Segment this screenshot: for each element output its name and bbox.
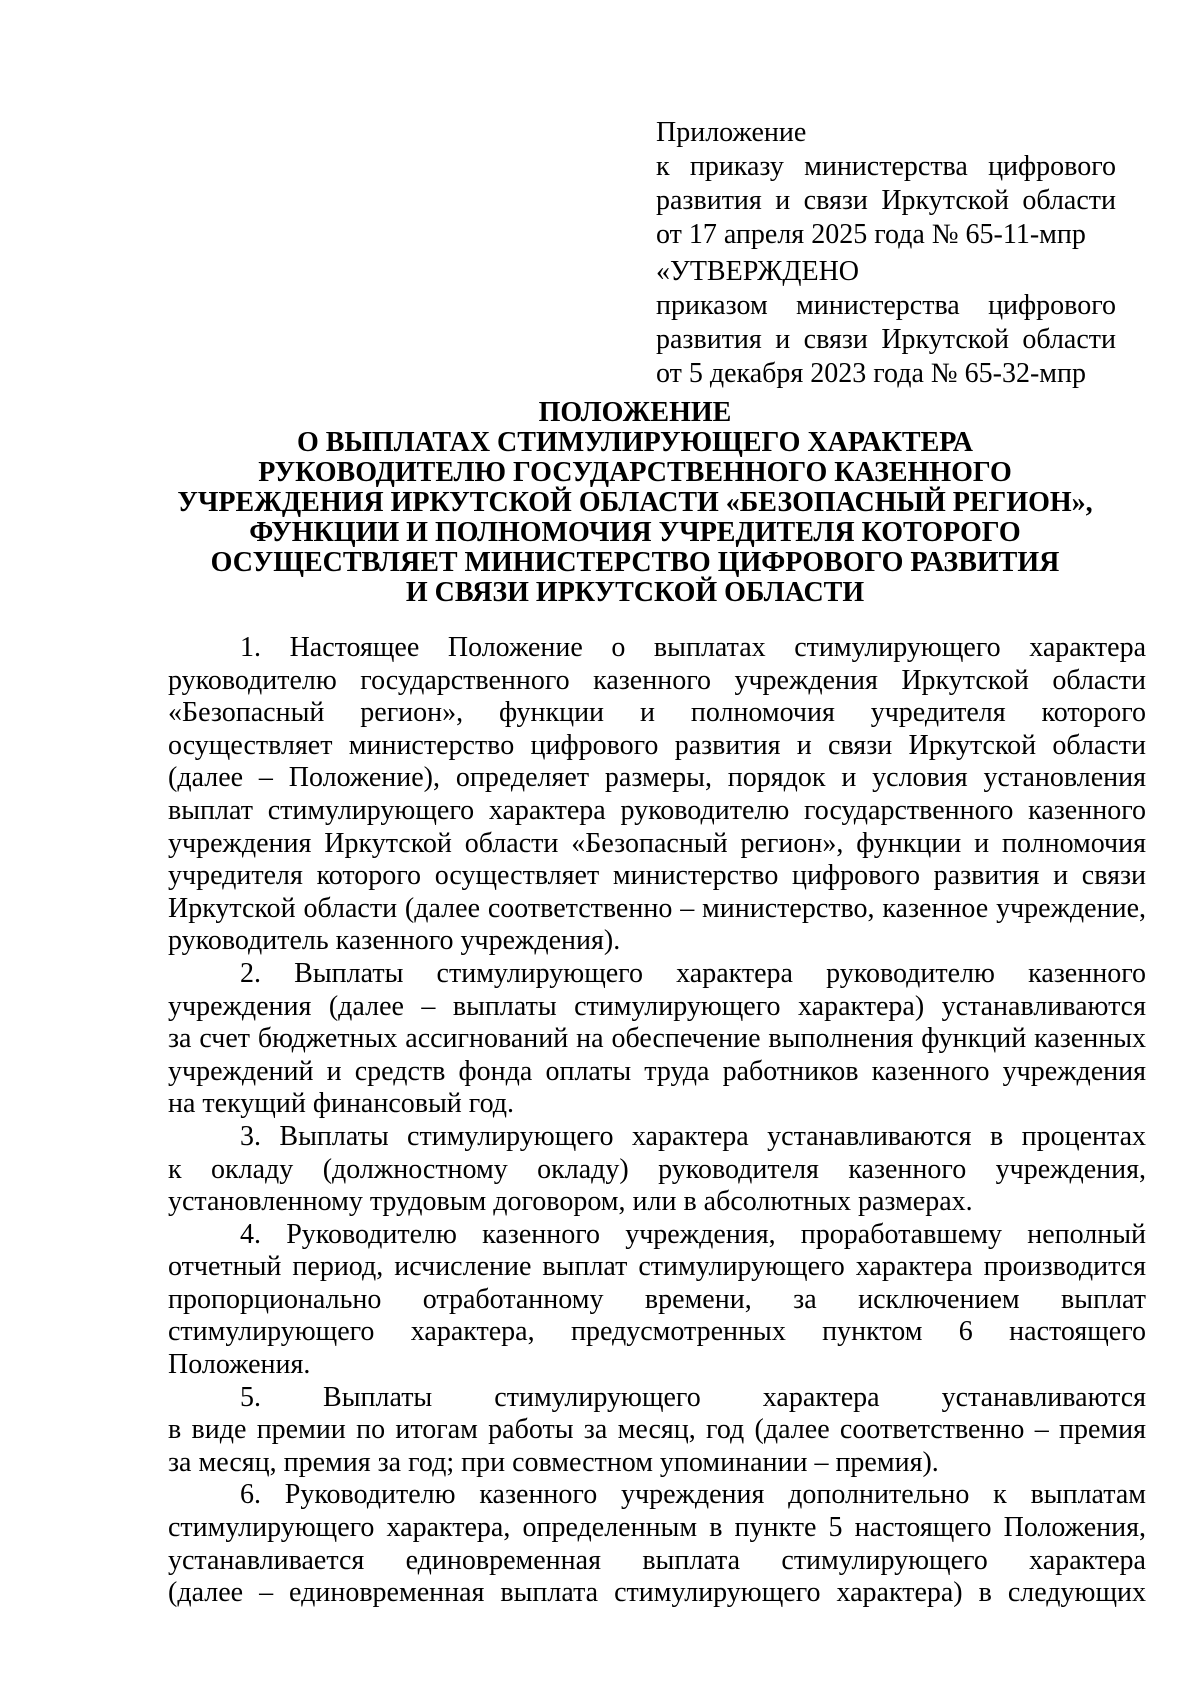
paragraph-1-line: «Безопасный регион», функции и полномочия учредителя которого [168, 697, 1146, 729]
title-line: ФУНКЦИИ И ПОЛНОМОЧИЯ УЧРЕДИТЕЛЯ КОТОРОГО [249, 517, 1021, 548]
paragraph-1-line: учредителя которого осуществляет министерство цифрового развития и связи [168, 860, 1146, 892]
paragraph-4-line: отчетный период, исчисление выплат стимулирующего характера производится [168, 1251, 1146, 1283]
paragraph-2-line: на текущий финансовый год. [168, 1088, 515, 1120]
paragraph-5-line: в виде премии по итогам работы за месяц, год (далее соответственно – премия [168, 1414, 1146, 1446]
paragraph-6-line: устанавливается единовременная выплата стимулирующего характера [168, 1544, 1146, 1576]
paragraph-2-line: за счет бюджетных ассигнований на обеспечение выполнения функций казенных [168, 1023, 1146, 1055]
paragraph-6-line: 6. Руководителю казенного учреждения дополнительно к выплатам [240, 1479, 1146, 1511]
document-title [120, 398, 1150, 608]
paragraph-1-line: учреждения Иркутской области «Безопасный регион», функции и полномочия [168, 827, 1146, 859]
paragraph-3-line: 3. Выплаты стимулирующего характера устанавливаются в процентах [240, 1120, 1146, 1152]
approved-order-date: от 5 декабря 2023 года № 65-32-мпр [656, 358, 1086, 389]
paragraph-1-line: руководителю государственного казенного учреждения Иркутской области [168, 664, 1146, 696]
title-line: РУКОВОДИТЕЛЮ ГОСУДАРСТВЕННОГО КАЗЕННОГО [258, 457, 1012, 488]
paragraph-4-line: 4. Руководителю казенного учреждения, проработавшему неполный [240, 1218, 1146, 1250]
paragraph-4-line: Положения. [168, 1349, 311, 1381]
approved-line: приказом министерства цифрового [656, 290, 1116, 321]
approved-stamp-block [656, 255, 1116, 391]
paragraph-5-line: 5. Выплаты стимулирующего характера устанавливаются [240, 1381, 1146, 1413]
paragraph-4-line: пропорционально отработанному времени, за исключением выплат [168, 1283, 1146, 1315]
document-body [168, 632, 1146, 1610]
appendix-reference-block [656, 116, 1116, 252]
paragraph-1-line: выплат стимулирующего характера руководителю государственного казенного [168, 794, 1146, 826]
appendix-order-date: от 17 апреля 2025 года № 65-11-мпр [656, 219, 1086, 250]
appendix-heading: Приложение [656, 117, 807, 148]
paragraph-4-line: стимулирующего характера, предусмотренных пунктом 6 настоящего [168, 1316, 1146, 1348]
paragraph-2-line: 2. Выплаты стимулирующего характера руководителю казенного [240, 957, 1146, 989]
appendix-line: к приказу министерства цифрового [656, 151, 1116, 182]
approved-heading: «УТВЕРЖДЕНО [656, 256, 860, 287]
paragraph-1-line: руководитель казенного учреждения). [168, 925, 621, 957]
title-line: УЧРЕЖДЕНИЯ ИРКУТСКОЙ ОБЛАСТИ «БЕЗОПАСНЫЙ РЕГИОН», [177, 487, 1093, 518]
title-line: О ВЫПЛАТАХ СТИМУЛИРУЮЩЕГО ХАРАКТЕРА [296, 427, 974, 458]
paragraph-2-line: учреждения (далее – выплаты стимулирующего характера) устанавливаются [168, 990, 1146, 1022]
paragraph-6-line: (далее – единовременная выплата стимулирующего характера) в следующих [168, 1577, 1146, 1609]
paragraph-2-line: учреждений и средств фонда оплаты труда работников казенного учреждения [168, 1055, 1146, 1087]
paragraph-1-line: 1. Настоящее Положение о выплатах стимулирующего характера [240, 632, 1146, 663]
title-line: ПОЛОЖЕНИЕ [538, 397, 732, 428]
paragraph-3-line: установленному трудовым договором, или в абсолютных размерах. [168, 1186, 973, 1218]
paragraph-3-line: к окладу (должностному окладу) руководителя казенного учреждения, [168, 1153, 1146, 1185]
paragraph-1-line: (далее – Положение), определяет размеры, порядок и условия установления [168, 762, 1146, 794]
paragraph-1-line: Иркутской области (далее соответственно – министерство, казенное учреждение, [168, 892, 1146, 924]
paragraph-6-line: стимулирующего характера, определенным в пункте 5 настоящего Положения, [168, 1512, 1146, 1544]
title-line: И СВЯЗИ ИРКУТСКОЙ ОБЛАСТИ [405, 577, 865, 608]
appendix-line: развития и связи Иркутской области [656, 185, 1116, 216]
paragraph-1-line: осуществляет министерство цифрового развития и связи Иркутской области [168, 729, 1146, 761]
title-line: ОСУЩЕСТВЛЯЕТ МИНИСТЕРСТВО ЦИФРОВОГО РАЗВИТИЯ [210, 547, 1060, 578]
paragraph-5-line: за месяц, премия за год; при совместном упоминании – премия). [168, 1446, 939, 1478]
approved-line: развития и связи Иркутской области [656, 324, 1116, 355]
